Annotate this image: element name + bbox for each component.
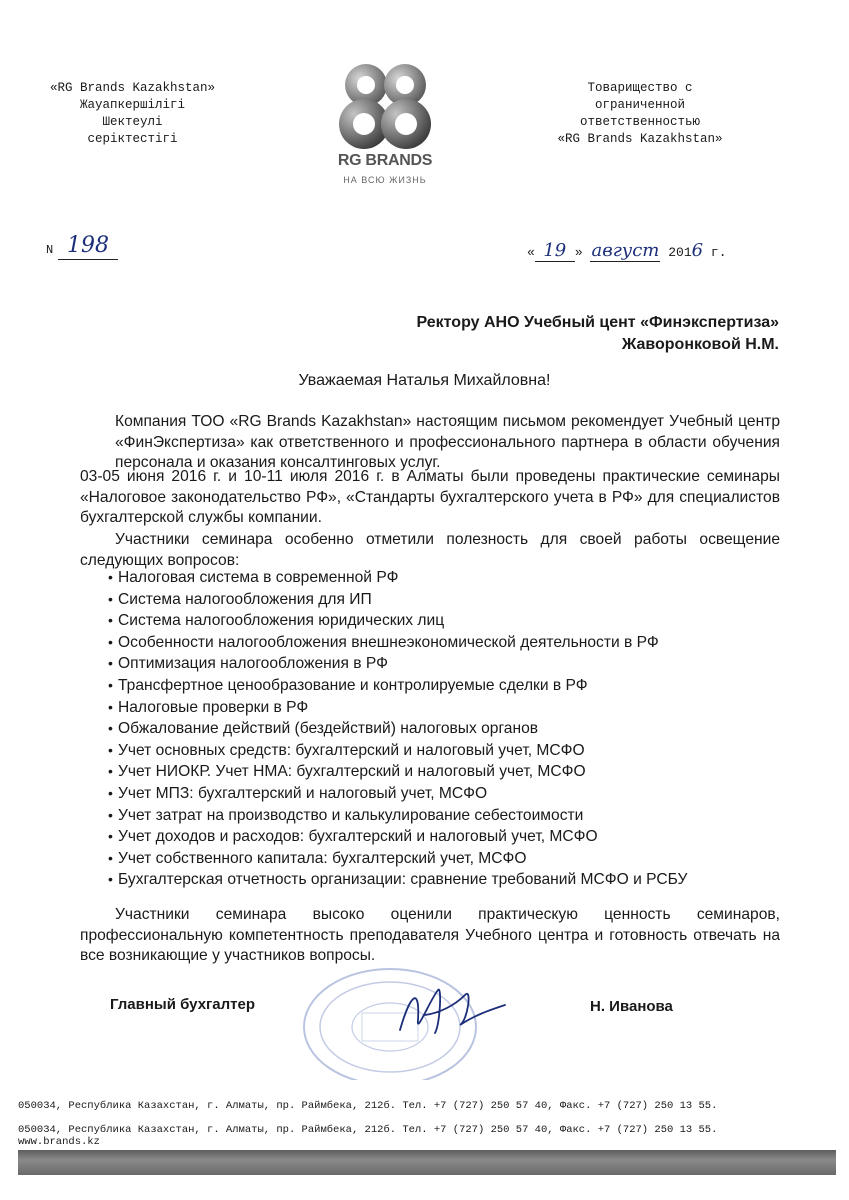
header-left-line: Жауапкершілігі <box>79 98 186 112</box>
body-paragraph <box>80 530 780 571</box>
footer-bar <box>18 1150 836 1175</box>
handwritten-signature-icon <box>380 975 510 1045</box>
list-item: • Система налогообложения юридических лиц <box>108 610 687 632</box>
list-item: • Обжалование действий (бездействий) налоговых органов <box>108 718 687 740</box>
header-right-line: ограниченной <box>594 98 685 112</box>
body-paragraph: Участники семинара высоко оценили практическую ценность семинаров, профессиональную компетентность преподавателя Учебного центра и готовность отвечать на все возникающие у участников вопросы. <box>80 906 780 964</box>
list-item: • Система налогообложения для ИП <box>108 589 687 611</box>
logo-tagline: НА ВСЮ ЖИЗНЬ <box>343 175 427 185</box>
salutation: Уважаемая Наталья Михайловна! <box>298 372 551 389</box>
date-month: август <box>591 240 660 261</box>
list-item: • Учет собственного капитала: бухгалтерский учет, МСФО <box>108 848 687 870</box>
list-item: • Учет МПЗ: бухгалтерский и налоговый учет, МСФО <box>108 783 687 805</box>
reference-label: N <box>46 243 54 257</box>
list-item: • Трансфертное ценообразование и контролируемые сделки в РФ <box>108 675 687 697</box>
header-right-block <box>530 80 750 148</box>
list-item: • Бухгалтерская отчетность организации: сравнение требований МСФО и РСБУ <box>108 869 687 891</box>
recipient-line: Ректору АНО Учебный цент «Финэкспертиза» <box>416 314 779 331</box>
rg-brands-logo-icon <box>330 60 440 190</box>
list-item: • Оптимизация налогообложения в РФ <box>108 653 687 675</box>
header-right-line: ответственностью <box>579 115 701 129</box>
body-paragraph: Компания ТОО «RG Brands Kazakhstan» настоящим письмом рекомендует Учебный центр «ФинЭкспертиза» как ответственного и профессионального партнера в области обучения персонала и оказания консалтинговых услуг. <box>115 413 780 471</box>
date-year-prefix: 201 <box>668 245 692 260</box>
header-right-line: «RG Brands Kazakhstan» <box>557 132 723 146</box>
header-right-line: Товарищество с <box>587 81 693 95</box>
signatory-title: Главный бухгалтер <box>110 996 256 1013</box>
recipient-block <box>416 312 779 356</box>
header-left-block <box>30 80 235 148</box>
body-paragraph <box>80 467 780 529</box>
list-item: • Особенности налогообложения внешнеэкономической деятельности в РФ <box>108 632 687 654</box>
header-left-line: «RG Brands Kazakhstan» <box>49 81 216 95</box>
letter-date <box>527 240 727 262</box>
list-item: • Налоговые проверки в РФ <box>108 697 687 719</box>
date-close-quote: » <box>574 245 583 260</box>
list-item: • Учет НИОКР. Учет НМА: бухгалтерский и налоговый учет, МСФО <box>108 761 687 783</box>
header-left-line: Шектеулі <box>102 115 163 129</box>
body-paragraph-text: Участники семинара особенно отметили полезность для своей работы освещение следующих вопросов: <box>80 531 780 569</box>
logo-brand-text: RG BRANDS <box>337 152 433 169</box>
signatory-name: Н. Иванова <box>590 998 673 1015</box>
body-paragraph-text: 03-05 июня 2016 г. и 10-11 июля 2016 г. в Алматы были проведены практические семинары «Налоговое законодательство РФ», «Стандарты бухгалтерского учета в РФ» для специалистов бухгалтерской службы компании. <box>80 468 780 526</box>
reference-number: 198 <box>58 233 118 260</box>
topics-list <box>108 567 687 891</box>
date-year-hand: 6 <box>691 240 704 261</box>
list-item: • Учет доходов и расходов: бухгалтерский и налоговый учет, МСФО <box>108 826 687 848</box>
recipient-line: Жаворонковой Н.М. <box>621 336 779 353</box>
list-item: • Налоговая система в современной РФ <box>108 567 687 589</box>
footer-address-line: 050034, Республика Казахстан, г. Алматы, пр. Раймбека, 212б. Тел. +7 (727) 250 57 40, Факс. +7 (727) 250 13 55. www.brands.kz <box>18 1124 718 1148</box>
header-left-line: серіктестігі <box>87 132 178 146</box>
date-day: 19 <box>535 240 575 262</box>
date-suffix: г. <box>710 245 727 260</box>
footer-address-line: 050034, Республика Казахстан, г. Алматы, пр. Раймбека, 212б. Тел. +7 (727) 250 57 40, Факс. +7 (727) 250 13 55. <box>18 1100 718 1112</box>
list-item: • Учет затрат на производство и калькулирование себестоимости <box>108 805 687 827</box>
date-open-quote: « <box>527 245 535 260</box>
list-item: • Учет основных средств: бухгалтерский и налоговый учет, МСФО <box>108 740 687 762</box>
